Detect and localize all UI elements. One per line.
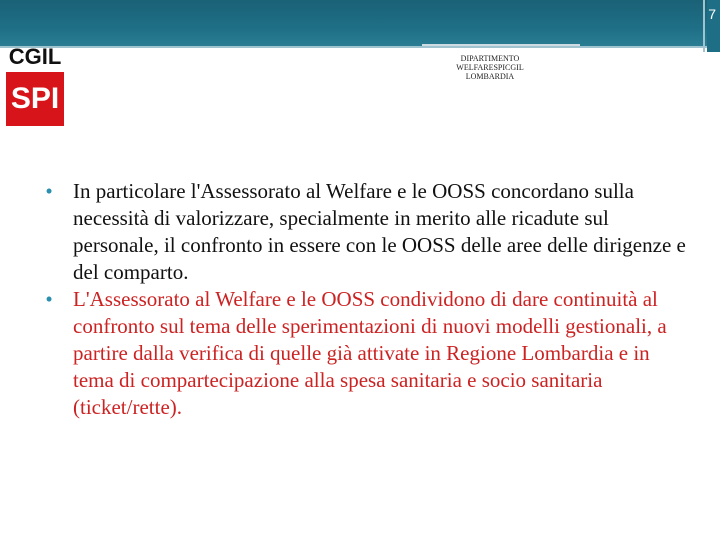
department-line-1: DIPARTIMENTO xyxy=(460,54,520,63)
header-bar xyxy=(0,0,720,46)
bullet-text-2: L'Assessorato al Welfare e le OOSS condividono di dare continuità al confronto sul tema delle sperimentazioni di nuovi modelli gestionali, a partire dalla verifica di quelle già attivate in Regione Lombardia e in tema di compartecipazione alla spesa sanitaria e socio sanitaria (ticket/rette). xyxy=(73,287,667,419)
department-label xyxy=(430,54,550,81)
bullet-dot-icon: • xyxy=(45,179,53,203)
bullet-list xyxy=(25,178,690,421)
bullet-dot-icon: • xyxy=(45,287,53,311)
header-divider xyxy=(0,46,720,48)
bullet-text-1: In particolare l'Assessorato al Welfare e le OOSS concordano sulla necessità di valorizzare, specialmente in merito alle ricadute sul personale, il confronto in essere con le OOSS delle aree delle dirigenze e del comparto. xyxy=(73,179,686,284)
bullet-item-1 xyxy=(25,178,690,286)
cgil-spi-logo xyxy=(6,44,64,126)
bullet-item-2 xyxy=(25,286,690,421)
corner-accent-line xyxy=(703,0,705,52)
logo-bottom-text: SPI xyxy=(10,82,60,115)
slide-number: 7 xyxy=(708,6,716,22)
department-line-2: WELFARESPICGIL xyxy=(456,63,524,72)
department-line-3: LOMBARDIA xyxy=(465,72,515,81)
department-rule xyxy=(422,44,580,46)
logo-red-block xyxy=(6,72,64,126)
logo-top-text: CGIL xyxy=(8,44,62,69)
